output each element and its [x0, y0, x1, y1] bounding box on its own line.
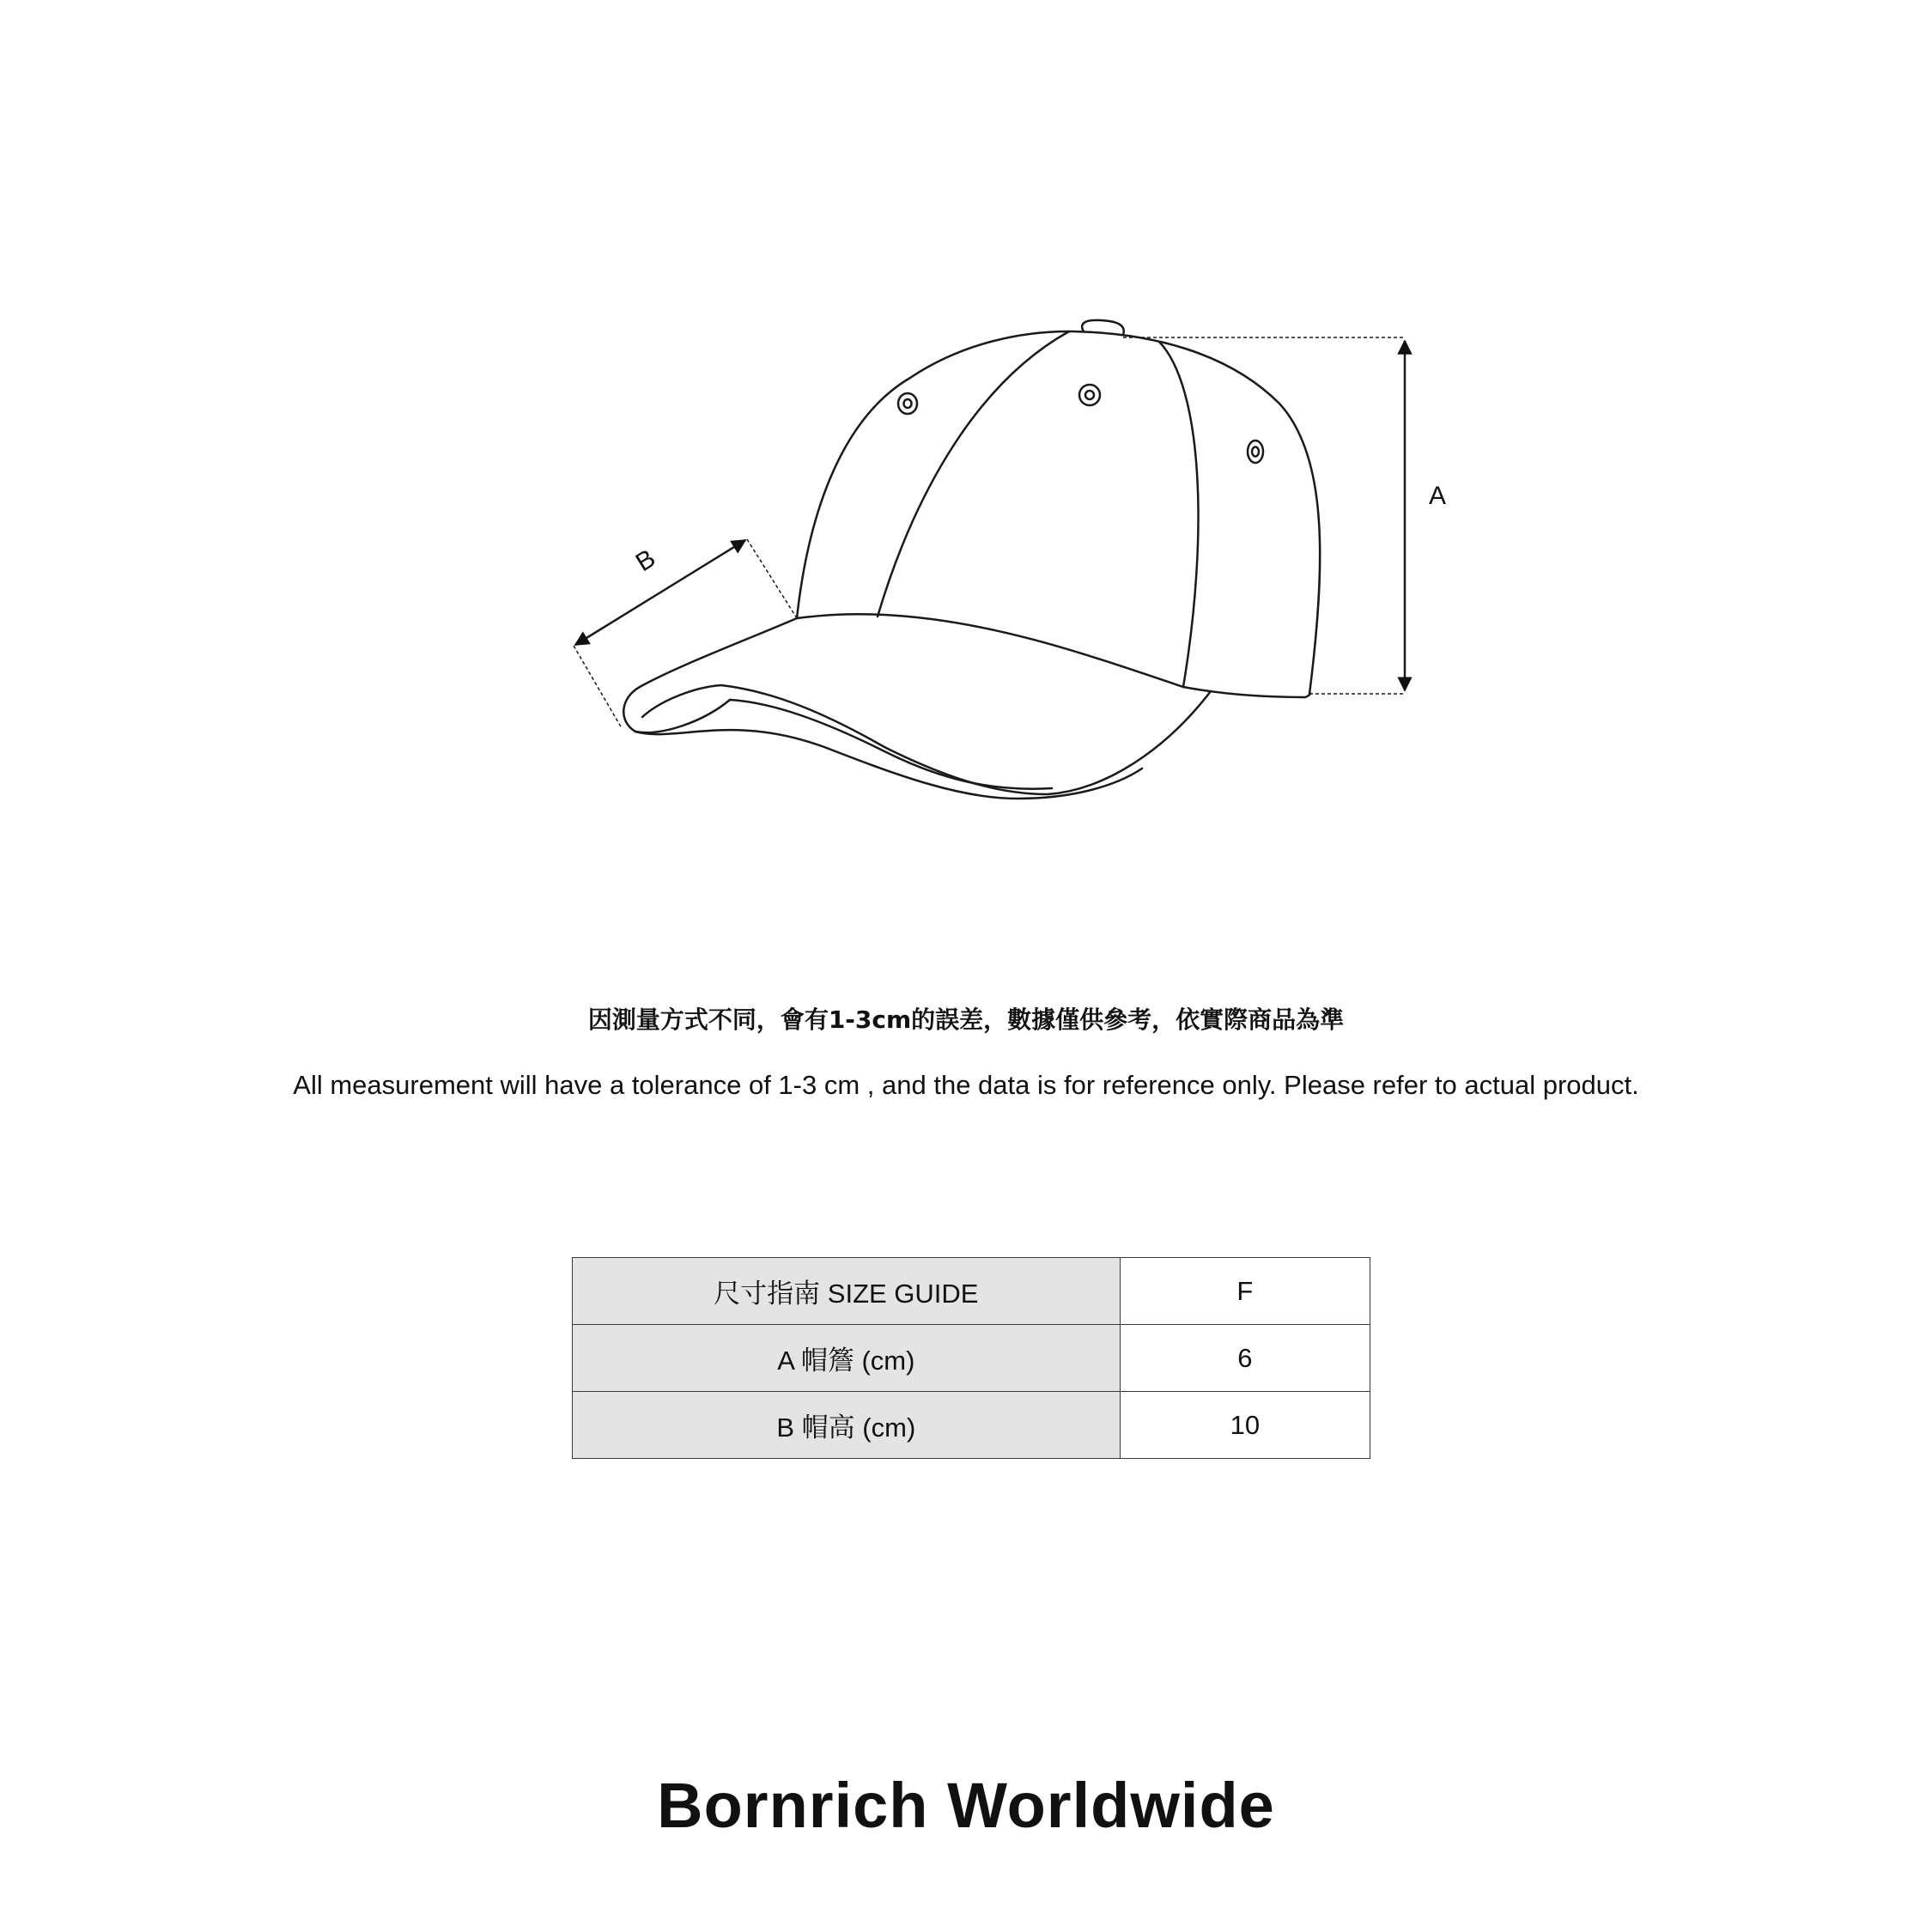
- size-guide-header-size: F: [1120, 1258, 1370, 1325]
- size-table-row: [573, 1325, 1370, 1392]
- dimension-a-label: A: [1428, 482, 1447, 510]
- brand-name: Bornrich Worldwide: [657, 1770, 1275, 1841]
- size-guide-table: [572, 1257, 1370, 1459]
- size-table-header-row: [573, 1258, 1370, 1325]
- eyelet-right-outer: [1248, 440, 1263, 463]
- cap-brim-upper-edge: [623, 618, 797, 732]
- cap-crown-outline: [797, 331, 1320, 694]
- size-guide-header-label: 尺寸指南 SIZE GUIDE: [573, 1258, 1121, 1325]
- eyelet-right-inner: [1252, 447, 1259, 457]
- eyelet-center-inner: [1085, 391, 1094, 399]
- size-row-value: 10: [1120, 1392, 1370, 1459]
- dimension-b-arrow: [575, 540, 745, 645]
- cap-brim-underside: [730, 700, 1052, 789]
- size-row-label: A 帽簷 (cm): [573, 1325, 1121, 1392]
- measurement-note-chinese: 因測量方式不同，會有1-3cm的誤差，數據僅供參考，依實際商品為準: [587, 1005, 1345, 1034]
- cap-brim-outer-edge: [635, 730, 1142, 799]
- dimension-b-bottom-guide: [574, 646, 622, 728]
- eyelet-center-outer: [1079, 385, 1100, 405]
- size-table-row: [573, 1392, 1370, 1459]
- eyelet-left-inner: [904, 399, 912, 408]
- cap-panel-seam-right: [1159, 342, 1199, 687]
- cap-brim-top-edge: [797, 614, 1183, 687]
- size-row-label: B 帽高 (cm): [573, 1392, 1121, 1459]
- dimension-b-label: B: [630, 544, 661, 578]
- dimension-b-top-guide: [747, 539, 797, 618]
- measurement-note-english: All measurement will have a tolerance of 1-3 cm , and the data is for reference only. Please refer to actual product.: [293, 1070, 1639, 1100]
- cap-base-line: [1183, 687, 1310, 697]
- eyelet-left-outer: [898, 393, 917, 414]
- cap-diagram: [0, 0, 1932, 859]
- cap-panel-seam-left: [878, 331, 1069, 617]
- size-row-value: 6: [1120, 1325, 1370, 1392]
